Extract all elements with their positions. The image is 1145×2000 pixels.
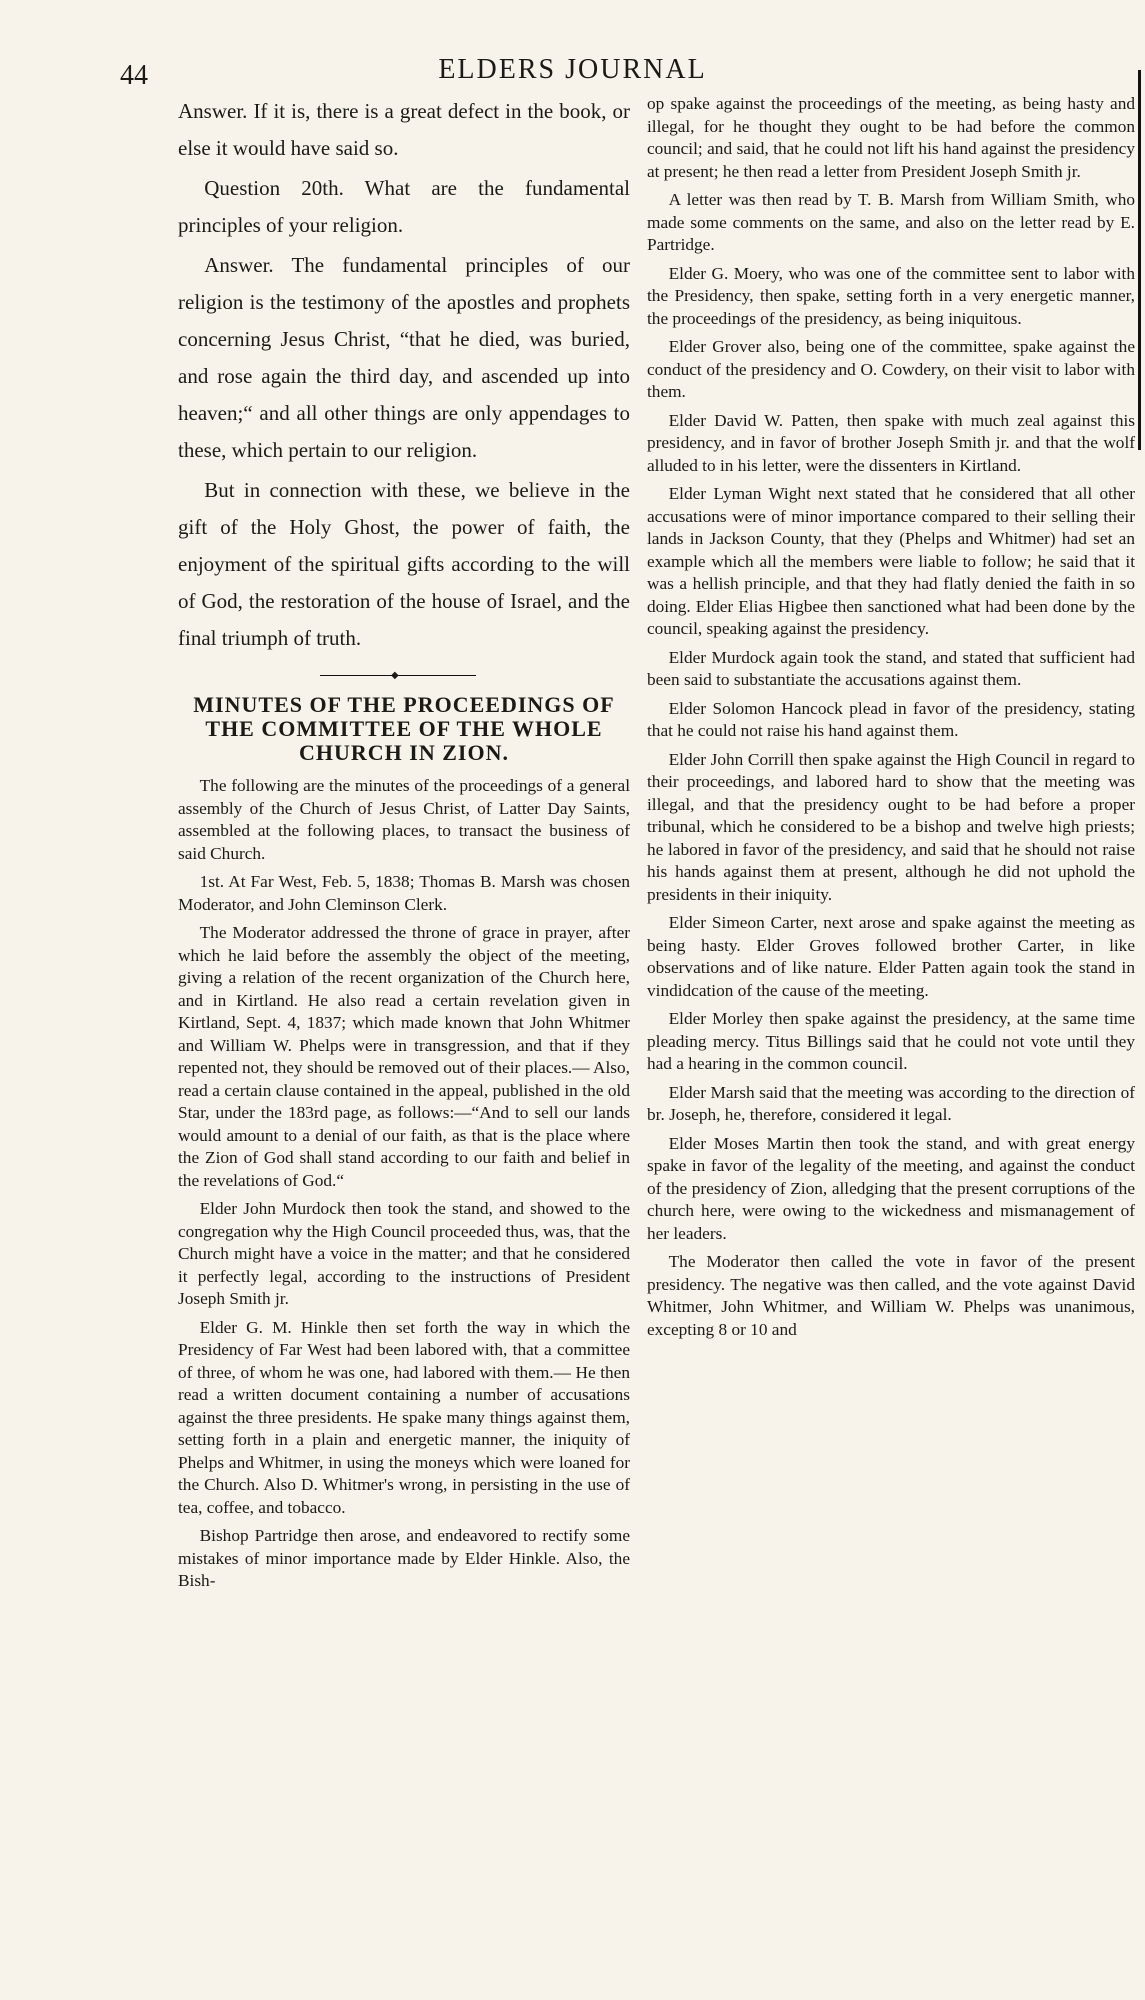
running-title: ELDERS JOURNAL	[438, 54, 707, 85]
minutes-paragraph: Elder Solomon Hancock plead in favor of the presidency, stating that he could not raise his hand against them.	[647, 698, 1135, 740]
minutes-paragraph: Elder G. M. Hinkle then set forth the way in which the Presidency of Far West had been labored with, that a committee of three, of whom he was one, had labored with them.— He then read a written document containing a number of accusations against the three presidents. He spake many things against them, setting forth in a plain and energetic manner, the iniquity of Phelps and Whitmer, in using the moneys which were loaned for the Church. Also D. Whitmer's wrong, in persisting in the use of tea, coffee, and tobacco.	[178, 1317, 630, 1517]
section-heading: MINUTES OF THE PROCEEDINGS OF THE COMMITTEE OF THE WHOLE CHURCH IN ZION.	[193, 692, 615, 765]
minutes-paragraph: Elder Moses Martin then took the stand, and with great energy spake in favor of the legality of the meeting, and against the conduct of the presidency of Zion, alledging that the present corruptions of the church here, were owing to the wickedness and mismanagement of her leaders.	[647, 1133, 1135, 1243]
minutes-paragraph: op spake against the proceedings of the meeting, as being hasty and illegal, for he thought they ought to be had before the common council; and said, that he could not lift his hand against the presidency at present; he then read a letter from President Joseph Smith jr.	[647, 94, 1135, 181]
minutes-paragraph: Elder Simeon Carter, next arose and spake against the meeting as being hasty. Elder Groves followed brother Carter, in like observations and of like nature. Elder Patten again took the stand in vindidcation of the cause of the meeting.	[647, 913, 1135, 1000]
minutes-paragraph: Elder Morley then spake against the presidency, at the same time pleading mercy. Titus Billings said that he could not vote until they had a hearing in the common council.	[647, 1009, 1135, 1073]
minutes-paragraph: Elder Lyman Wight next stated that he considered that all other accusations were of minor importance compared to their selling their lands in Jackson County, that they (Phelps and Whitmer) had set an example which all the members were liable to follow; he said that it was a hellish principle, and that they had flatly denied the faith in so doing. Elder Elias Higbee then sanctioned what had been done by the council, speaking against the presidency.	[647, 484, 1135, 638]
diamond-ornament-icon: ◆	[391, 670, 399, 681]
qa-question-paragraph: Question 20th. What are the fundamental principles of your religion.	[178, 176, 630, 237]
minutes-paragraph: Elder Grover also, being one of the committee, spake against the conduct of the presidency and O. Cowdery, on their visit to labor with them.	[647, 337, 1135, 401]
qa-belief-paragraph: But in connection with these, we believe in the gift of the Holy Ghost, the power of faith, the enjoyment of the spiritual gifts according to the will of God, the restoration of the house of Israel, and the final triumph of truth.	[178, 478, 630, 650]
right-column	[647, 93, 1135, 1347]
margin-rule	[1138, 70, 1141, 450]
minutes-paragraph: Elder Marsh said that the meeting was according to the direction of br. Joseph, he, therefore, considered it legal.	[647, 1082, 1135, 1124]
minutes-paragraph: Bishop Partridge then arose, and endeavored to rectify some mistakes of minor importance made by Elder Hinkle. Also, the Bish-	[178, 1526, 630, 1590]
page-number: 44	[120, 60, 148, 91]
minutes-paragraph: 1st. At Far West, Feb. 5, 1838; Thomas B. Marsh was chosen Moderator, and John Cleminson Clerk.	[178, 872, 630, 914]
qa-answer-paragraph: Answer. The fundamental principles of our religion is the testimony of the apostles and prophets concerning Jesus Christ, “that he died, was buried, and rose again the third day, and ascended up into heaven;“ and all other things are only appendages to these, which pertain to our religion.	[178, 253, 630, 462]
minutes-paragraph: Elder David W. Patten, then spake with much zeal against this presidency, and in favor of brother Joseph Smith jr. and that the wolf alluded to in his letter, were the dissenters in Kirtland.	[647, 410, 1135, 475]
minutes-paragraph: Elder Murdock again took the stand, and stated that sufficient had been said to substantiate the accusations against them.	[647, 647, 1135, 689]
minutes-paragraph: Elder John Murdock then took the stand, and showed to the congregation why the High Council proceeded thus, was, that the Church might have a voice in the matter; and that he considered it perfectly legal, according to the instructions of President Joseph Smith jr.	[178, 1199, 630, 1308]
minutes-paragraph: The Moderator then called the vote in favor of the present presidency. The negative was then called, and the vote against David Whitmer, John Whitmer, and William W. Phelps was unanimous, excepting 8 or 10 and	[647, 1252, 1135, 1339]
page-header	[0, 48, 1145, 91]
minutes-paragraph: Elder John Corrill then spake against the High Council in regard to their proceedings, and labored hard to show that the meeting was illegal, and that the presidency ought to be had before a proper tribunal, which he considered to be a bishop and twelve high priests; he labored in favor of the presidency, and said that he should not raise his hands against them at present, although he did not uphold the presidents in their iniquity.	[647, 749, 1135, 904]
minutes-paragraph: Elder G. Moery, who was one of the committee sent to labor with the Presidency, then spake, setting forth in a very energetic manner, the proceedings of the presidency, as being iniquitous.	[647, 263, 1135, 328]
minutes-paragraph: The Moderator addressed the throne of grace in prayer, after which he laid before the assembly the object of the meeting, giving a relation of the recent organization of the Church here, and in Kirtland. He also read a certain revelation given in Kirtland, Sept. 4, 1837; which made known that John Whitmer and William W. Phelps were in transgression, and that if they repented not, they should be removed out of their places.— Also, read a certain clause contained in the appeal, published in the old Star, under the 183rd page, as follows:—“And to sell our lands would amount to a denial of our faith, as that is the place where the Zion of God shall stand according to our faith and belief in the revelations of God.“	[178, 923, 630, 1190]
qa-answer-paragraph: Answer. If it is, there is a great defect in the book, or else it would have said so.	[178, 99, 630, 160]
left-column	[178, 93, 630, 1599]
section-divider	[178, 667, 630, 685]
minutes-paragraph: The following are the minutes of the proceedings of a general assembly of the Church of Jesus Christ, of Latter Day Saints, assembled at the following places, to transact the business of said Church.	[178, 776, 630, 863]
minutes-paragraph: A letter was then read by T. B. Marsh from William Smith, who made some comments on the same, and also on the letter read by E. Partridge.	[647, 190, 1135, 254]
